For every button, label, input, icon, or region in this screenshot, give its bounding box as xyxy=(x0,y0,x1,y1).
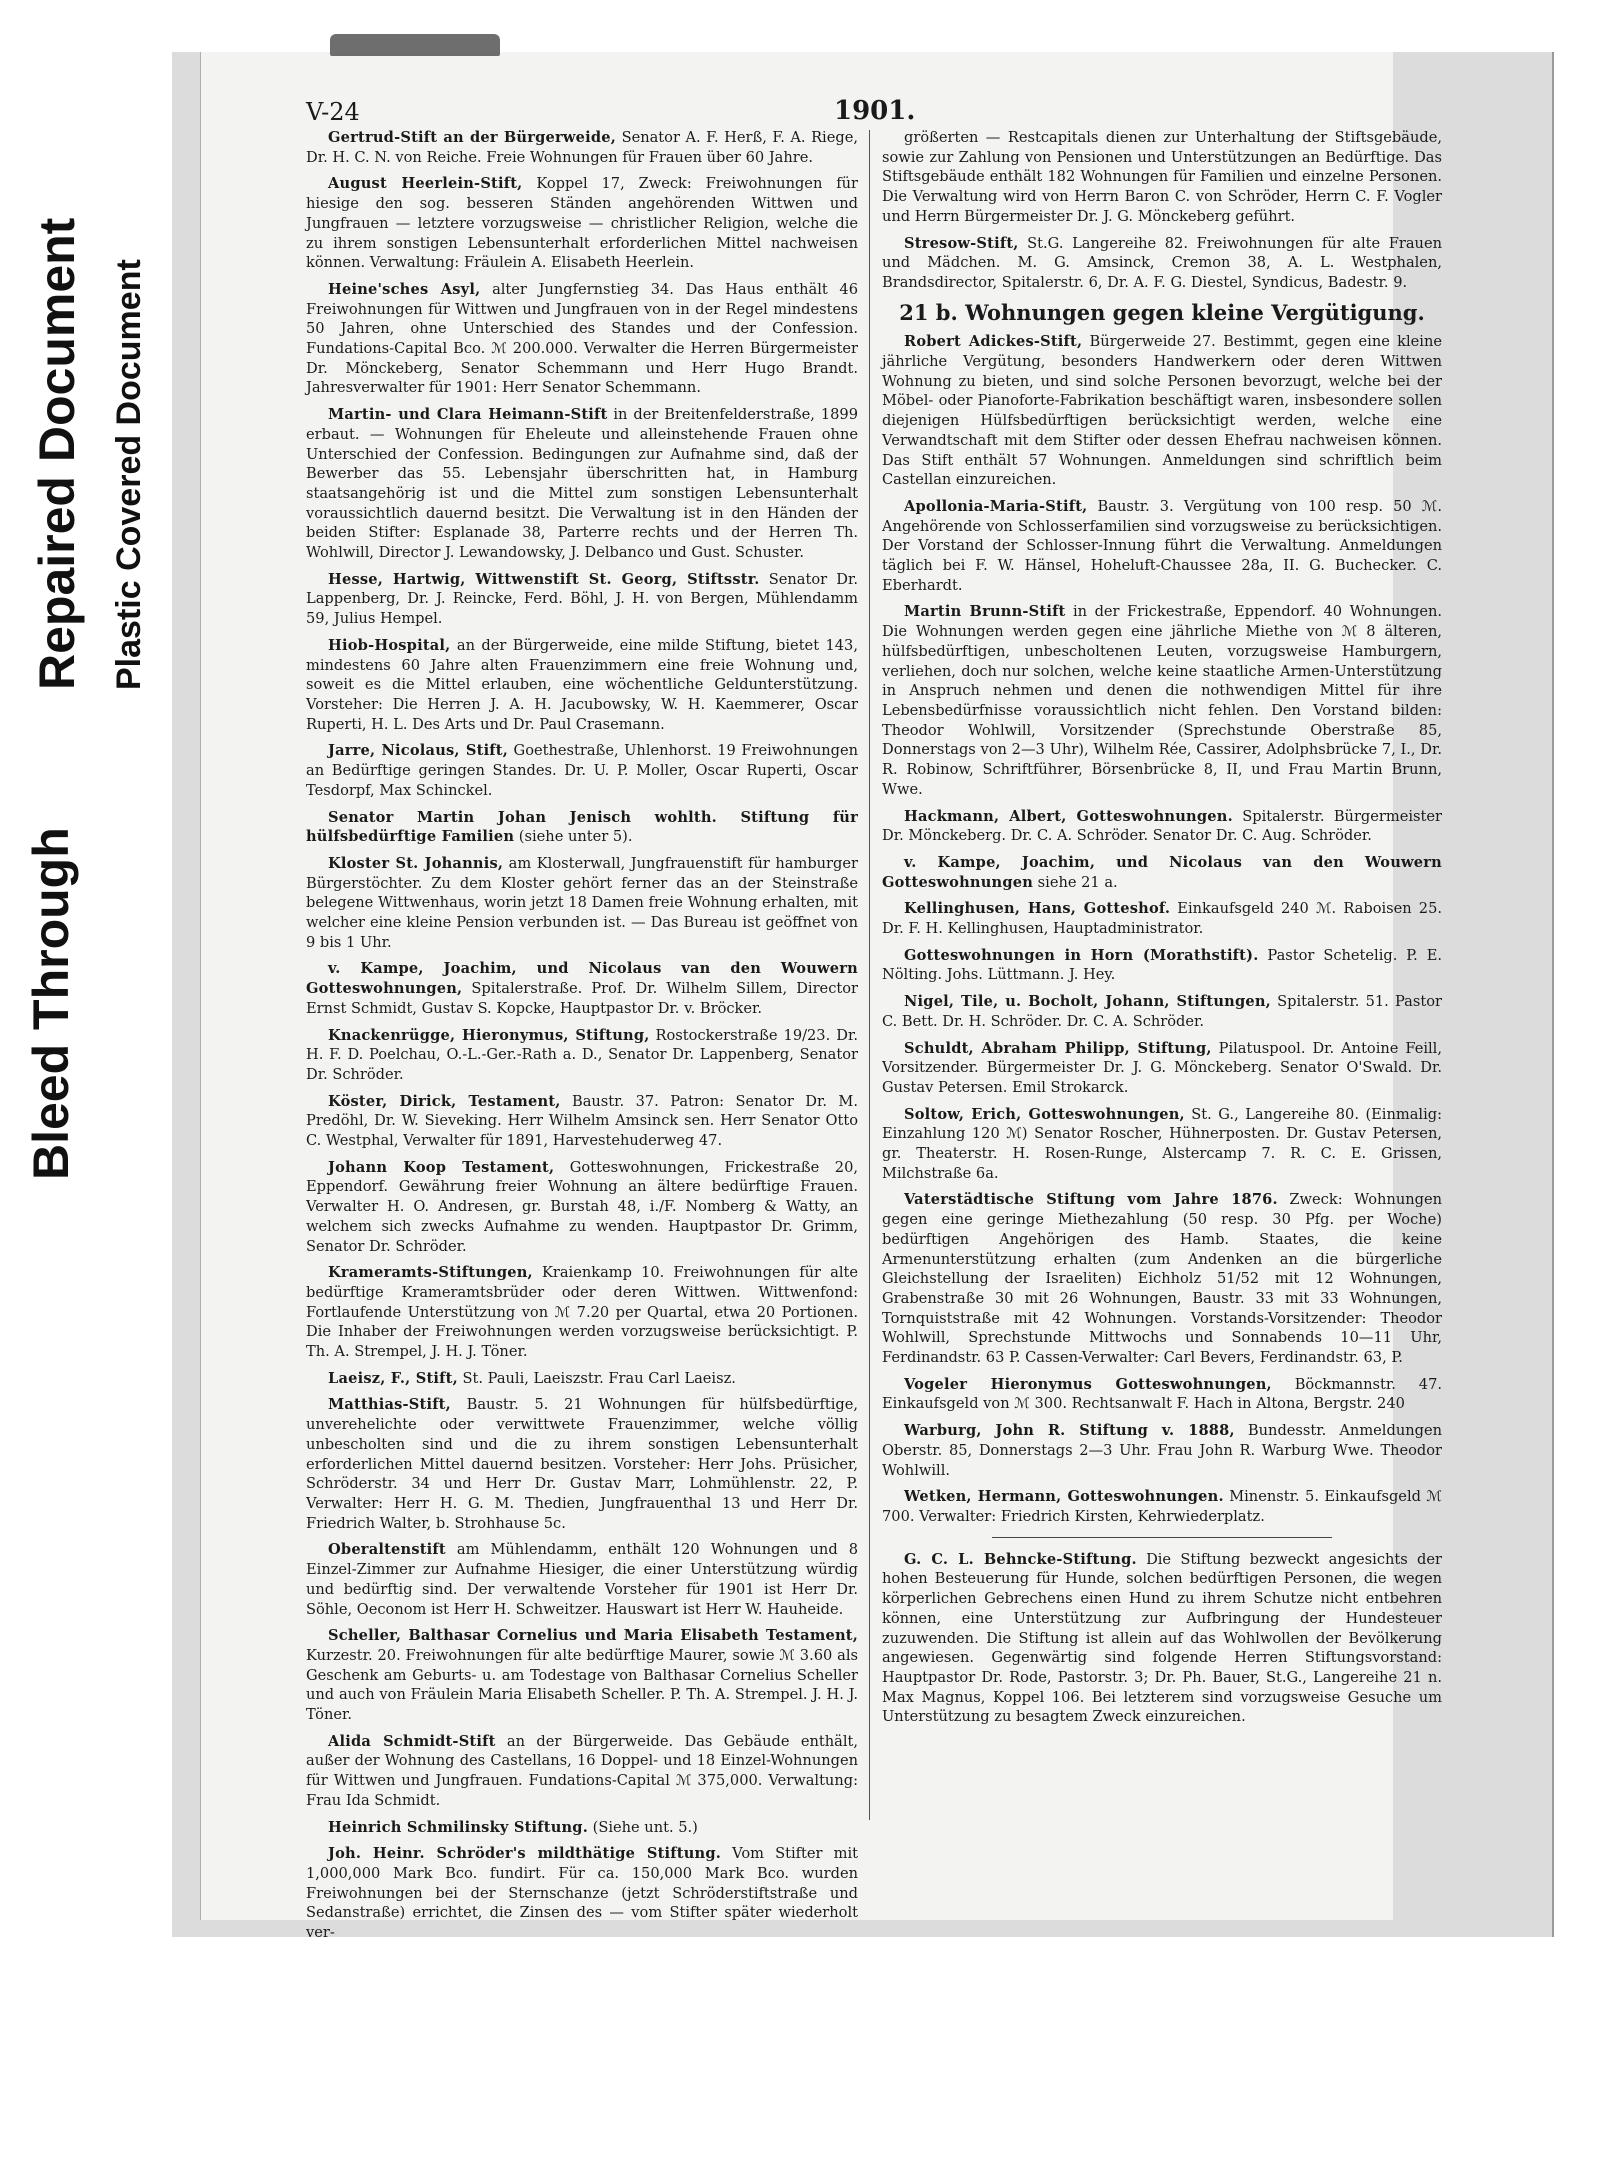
entry-text: (Siehe unt. 5.) xyxy=(588,1818,698,1836)
entry-text: Einkaufsgeld 240 ℳ. Raboisen 25. Dr. F. H. Kellinghusen, Hauptadministrator. xyxy=(882,900,1443,938)
entry-text: Spitalerstr. Bürgermeister Dr. Mönckeberg. Dr. C. A. Schröder. Senator Dr. C. Aug. Schröder. xyxy=(882,807,1442,845)
entry-title: Martin Brunn-Stift xyxy=(904,603,1066,621)
entry-text: am Klosterwall, Jungfrauenstift für hamburger Bürgerstöchter. Zu dem Kloster gehört ferner das an der Steinstraße belegene Wittwenhaus, worin jetzt 18 Damen freie Wohnung erhalten, mit welcher eine kleine Pension verbunden ist. — Das Bureau ist geöffnet von 9 bis 1 Uhr. xyxy=(306,854,858,951)
entry xyxy=(306,1092,858,1151)
entry-title: Matthias-Stift, xyxy=(328,1396,451,1414)
section-rule xyxy=(992,1537,1332,1538)
entry xyxy=(306,570,858,629)
entry-text: Pastor Schetelig. P. E. Nölting. Johs. Lüttmann. J. Hey. xyxy=(882,946,1442,984)
entry-title: Kloster St. Johannis, xyxy=(328,854,504,872)
entry-title: Gertrud-Stift an der Bürgerweide, xyxy=(328,129,617,146)
entry-title: Oberaltenstift xyxy=(328,1541,446,1559)
entry xyxy=(882,1105,1442,1184)
column-divider xyxy=(869,130,870,1820)
entry-title: Gotteswohnungen in Horn (Morathstift). xyxy=(904,946,1259,964)
entry-text: in der Breitenfelderstraße, 1899 erbaut. — Wohnungen für Eheleute und alleinstehende Frauen ohne Unterschied der Confession. Bedingungen zur Aufnahme sind, daß der Bewerber das 55. Lebensjahr überschritten hat, in Hamburg staatsangehörig ist und die Mittel zum sonstigen Lebensunterhalt voraussichtlich dauernd besitzt. Die Verwaltung ist in den Händen der beiden Stifter: Esplanade 38, Parterre rechts und der Herren Th. Wohlwill, Director J. Lewandowsky, J. Delbanco und Gust. Schuster. xyxy=(306,406,858,562)
entry xyxy=(306,1395,858,1533)
entry-text: Rostockerstraße 19/23. Dr. H. F. D. Poelchau, O.-L.-Ger.-Rath a. D., Senator Dr. Lappenberg, Senator Dr. Schröder. xyxy=(306,1026,858,1083)
entry xyxy=(882,1487,1442,1526)
entry xyxy=(306,808,858,847)
entry xyxy=(882,1190,1442,1367)
entry-text: Senator A. F. Herß, F. A. Riege, Dr. H. C. N. von Reiche. Freie Wohnungen für Frauen über 60 Jahre. xyxy=(306,129,858,166)
right-entries-bottom xyxy=(882,1550,1442,1727)
entry-title: Vaterstädtische Stiftung vom Jahre 1876. xyxy=(904,1191,1278,1209)
entry-text: Baustr. 3. Vergütung von 100 resp. 50 ℳ. Angehörende von Schlosserfamilien sind vorzugsweise zu berücksichtigen. Der Vorstand der Schlosser-Innung führt die Verwaltung. Anmeldungen täglich bei F. W. Hänsel, Hoheluft-Chaussee 28a, II. G. Buchecker. C. Eberhardt. xyxy=(882,497,1442,594)
entry xyxy=(306,1263,858,1362)
entry-title: Hiob-Hospital, xyxy=(328,636,451,654)
right-entries-21b xyxy=(882,332,1442,1526)
entry-title: August Heerlein-Stift, xyxy=(328,175,523,193)
entry-text: Koppel 17, Zweck: Freiwohnungen für hiesige den sog. besseren Ständen angehörenden Wittwen und Jungfrauen — letztere vorzugsweise — christlicher Religion, welche die zu ihrem sonstigen Lebensunterhalt erforderlichen Mittel nachweisen können. Verwaltung: Fräulein A. Elisabeth Heerlein. xyxy=(306,175,859,272)
right-column xyxy=(882,128,1442,1798)
entry xyxy=(306,128,858,167)
entry xyxy=(306,1844,858,1943)
entry-title: Jarre, Nicolaus, Stift, xyxy=(328,742,509,760)
entry-title: Schuldt, Abraham Philipp, Stiftung, xyxy=(904,1039,1212,1057)
entry-title: Kellinghusen, Hans, Gotteshof. xyxy=(904,900,1171,918)
left-entries xyxy=(306,128,858,1943)
entry-text: Spitalerstraße. Prof. Dr. Wilhelm Sillem, Director Ernst Schmidt, Gustav S. Kopcke, Hauptpastor Dr. v. Bröcker. xyxy=(306,980,858,1017)
entry-text: Vom Stifter mit 1,000,000 Mark Bco. fundirt. Für ca. 150,000 Mark Bco. wurden Freiwohnungen bei der Sternschanze (jetzt Schröderstiftstraße und Sedanstraße) errichtet, die Zinsen des — vom Stifter später wiederholt ver- xyxy=(306,1845,858,1942)
entry-title: Heinrich Schmilinsky Stiftung. xyxy=(328,1818,588,1836)
entry-title: Martin- und Clara Heimann-Stift xyxy=(328,406,608,424)
entry-text: siehe 21 a. xyxy=(1033,873,1118,891)
entry-text: in der Frickestraße, Eppendorf. 40 Wohnungen. Die Wohnungen werden gegen eine jährliche Miethe von ℳ 8 älteren, hülfsbedürftigen, unbescholtenen Leuten, vorzugsweise Hamburgern, verliehen, doch nur solchen, welche keine staatliche Armen-Unterstützung in Anspruch nehmen und denen die nothwendigen Mittel für ihre Lebensbedürfnisse voraussichtlich nicht fehlen. Den Vorstand bilden: Theodor Wohlwill, Vorsitzender (Sprechstunde Oberstraße 85, Donnerstags von 2—3 Uhr), Wilhelm Rée, Cassirer, Adolphsbrücke 7, I., Dr. R. Robinow, Schriftführer, Börsenbrücke 8, II, und Frau Martin Brunn, Wwe. xyxy=(882,603,1442,798)
entry xyxy=(306,405,858,563)
entry-title: Knackenrügge, Hieronymus, Stiftung, xyxy=(328,1026,650,1044)
bleed-through-label: Bleed Through xyxy=(23,827,79,1180)
entry-text: St. Pauli, Laeiszstr. Frau Carl Laeisz. xyxy=(457,1369,736,1387)
entry-text: Die Stiftung bezweckt angesichts der hohen Besteuerung für Hunde, solchen bedürftigen Personen, die wegen körperlichen Gebrechens einen Hund zu ihrem Schutze nicht entbehren können, eine Unterstützung zur Aufbringung der Hundesteuer zuzuwenden. Die Stiftung ist allein auf das Wohlwollen der Bevölkerung angewiesen. Gegenwärtig sind folgende Herren Stiftungsvorstand: Hauptpastor Dr. Rode, Pastorstr. 3; Dr. Ph. Bauer, St.G., Langereihe 21 n. Max Magnus, Koppel 106. Bei letzterem sind vorzugsweise Gesuche um Unterstützung zu besagtem Zweck einzureichen. xyxy=(882,1550,1442,1726)
plastic-covered-label: Plastic Covered Document xyxy=(110,259,148,690)
entry-title: Robert Adickes-Stift, xyxy=(904,333,1083,351)
entry xyxy=(306,1540,858,1619)
entry-title: Hackmann, Albert, Gotteswohnungen. xyxy=(904,807,1233,825)
page-number: V-24 xyxy=(306,98,360,126)
entry-text: Kraienkamp 10. Freiwohnungen für alte bedürftige Krameramtsbrüder oder deren Wittwen. Wittwenfond: Fortlaufende Unterstützung von ℳ 7.20 per Quartal, etwa 20 Portionen. Die Inhaber der Freiwohnungen werden vorzugsweise berücksichtigt. P. Th. A. Strempel, J. H. J. Töner. xyxy=(306,1264,858,1361)
entry xyxy=(882,234,1442,293)
entry-text: Goethestraße, Uhlenhorst. 19 Freiwohnungen an Bedürftige geringen Standes. Dr. U. P. Moller, Oscar Ruperti, Oscar Tesdorpf, Max Schinckel. xyxy=(306,742,859,799)
page-year: 1901. xyxy=(834,96,916,126)
entry-title: Senator Martin Johan Jenisch wohlth. Stiftung für hülfsbedürftige Familien xyxy=(306,808,858,846)
entry-title: Hesse, Hartwig, Wittwenstift St. Georg, Stiftsstr. xyxy=(328,570,760,588)
entry-title: Alida Schmidt-Stift xyxy=(328,1732,496,1750)
entry-title: Krameramts-Stiftungen, xyxy=(328,1264,533,1282)
entry xyxy=(882,1421,1442,1480)
entry-text: Spitalerstr. 51. Pastor C. Bett. Dr. H. Schröder. Dr. C. A. Schröder. xyxy=(882,993,1442,1030)
top-ink-smudge xyxy=(330,34,500,56)
entry xyxy=(306,741,858,800)
entry-title: Köster, Dirick, Testament, xyxy=(328,1092,561,1110)
entry-title: Nigel, Tile, u. Bocholt, Johann, Stiftungen, xyxy=(904,993,1271,1011)
entry-text: Bürgerweide 27. Bestimmt, gegen eine kleine jährliche Vergütung, besonders Handwerkern oder deren Wittwen Wohnung zu bieten, und sind solche Personen bevorzugt, welche bei der Möbel- oder Pianoforte-Fabrikation beschäftigt waren, insbesondere sollen diejenigen Hülfsbedürftigen berücksichtigt werden, welche eine Verwandtschaft mit dem Stifter oder dessen Ehefrau nachweisen können. Das Stift enthält 57 Wohnungen. Anmeldungen sind schriftlich beim Castellan einzureichen. xyxy=(882,333,1442,489)
entry-text: Bundesstr. Anmeldungen Oberstr. 85, Donnerstags 2—3 Uhr. Frau John R. Warburg Wwe. Theodor Wohlwill. xyxy=(882,1422,1442,1479)
entry-text: Pilatuspool. Dr. Antoine Feill, Vorsitzender. Bürgermeister Dr. J. G. Mönckeberg. Senator O'Swald. Dr. Gustav Petersen. Emil Strokarck. xyxy=(882,1039,1442,1096)
entry-text: Minenstr. 5. Einkaufsgeld ℳ 700. Verwalter: Friedrich Kirsten, Kehrwiederplatz. xyxy=(882,1488,1442,1525)
entry xyxy=(882,1375,1442,1414)
entry xyxy=(306,854,858,953)
entry-text: Zweck: Wohnungen gegen eine geringe Miethezahlung (50 resp. 30 Pfg. per Woche) bedürftigen Angehörigen des Hamb. Staates, die keine Armenunterstützung erhalten (zum Andenken an die bürgerliche Gleichstellung der Israeliten) Eichholz 51/52 mit 12 Wohnungen, Grabenstraße 30 mit 26 Wohnungen, Baustr. 33 mit 33 Wohnungen, Tornquiststraße mit 42 Wohnungen. Vorstands-Vorsitzender: Theodor Wohlwill, Sprechstunde Mittwochs und Sonnabends 10—11 Uhr, Ferdinandstr. 63 P. Cassen-Verwalter: Carl Bevers, Ferdinandstr. 63, P. xyxy=(882,1191,1442,1367)
entry xyxy=(882,946,1442,985)
entry-text: am Mühlendamm, enthält 120 Wohnungen und 8 Einzel-Zimmer zur Aufnahme Hiesiger, die einer Unterstützung würdig und bedürftig sind. Der verwaltende Vorsteher für 1901 ist Herr Dr. Söhle, Oeconom ist Herr H. Schweitzer. Hauswart ist Herr W. Hauheide. xyxy=(306,1541,858,1618)
entry-text: Böckmannstr. 47. Einkaufsgeld von ℳ 300. Rechtsanwalt F. Hach in Altona, Bergstr. 240 xyxy=(882,1375,1442,1413)
entry xyxy=(882,807,1442,846)
entry-text: (siehe unter 5). xyxy=(514,828,633,846)
right-entries-top xyxy=(882,128,1442,293)
entry xyxy=(882,602,1442,799)
section-heading-21b: 21 b. Wohnungen gegen kleine Vergütigung. xyxy=(899,299,1425,325)
entry xyxy=(306,280,858,398)
entry xyxy=(306,959,858,1018)
entry-title: Joh. Heinr. Schröder's mildthätige Stiftung. xyxy=(328,1845,722,1863)
repaired-document-label: Repaired Document xyxy=(29,217,85,690)
entry xyxy=(882,899,1442,938)
entry xyxy=(306,1626,858,1725)
entry xyxy=(306,1818,858,1838)
entry xyxy=(306,174,858,273)
entry-title: Warburg, John R. Stiftung v. 1888, xyxy=(904,1422,1235,1440)
entry-text: alter Jungfernstieg 34. Das Haus enthält 46 Freiwohnungen für Wittwen und Jungfrauen von in der Regel mindestens 50 Jahren, ohne Unterschied des Standes und der Confession. Fundations-Capital Bco. ℳ 200.000. Verwalter die Herren Bürgermeister Dr. Mönckeberg, Senator Schemmann und Herr Hugo Brandt. Jahresverwalter für 1901: Herr Senator Schemmann. xyxy=(306,280,858,397)
entry-text: Gotteswohnungen, Frickestraße 20, Eppendorf. Gewährung freier Wohnung an ältere bedürftige Frauen. Verwalter H. O. Andresen, gr. Burstah 48, i./F. Nomberg & Watty, an welchem sich zwecks Aufnahme zu wenden. Hauptpastor Dr. Grimm, Senator Dr. Schröder. xyxy=(306,1158,858,1255)
entry xyxy=(882,332,1442,490)
entry-title: Laeisz, F., Stift, xyxy=(328,1369,458,1387)
entry-title: Heine'sches Asyl, xyxy=(328,280,481,298)
entry-text: größerten — Restcapitals dienen zur Unterhaltung der Stiftsgebäude, sowie zur Zahlung von Pensionen und Unterstützungen an Bedürftige. Das Stiftsgebäude enthält 182 Wohnungen für Familien und einzelne Personen. Die Verwaltung wird von Herrn Baron C. von Schröder, Herrn C. F. Vogler und Herrn Bürgermeister Dr. J. G. Mönckeberg geführt. xyxy=(882,129,1442,225)
entry xyxy=(882,497,1442,596)
entry-title: Wetken, Hermann, Gotteswohnungen. xyxy=(904,1488,1224,1506)
entry-title: Johann Koop Testament, xyxy=(328,1158,555,1176)
entry xyxy=(306,1158,858,1257)
left-column xyxy=(306,128,859,1942)
entry-text: Baustr. 5. 21 Wohnungen für hülfsbedürftige, unverehelichte oder verwittwete Frauenzimmer, welche völlig unbescholten sind und die zu ihrem sonstigen Lebensunterhalt erforderlichen Mittel dauernd besitzen. Vorsteher: Herr Johs. Prüsicher, Schröderstr. 34 und Herr Dr. Gustav Marr, Lohmühlenstr. 22, P. Verwalter: Herr H. G. M. Thedien, Jungfrauenthal 13 und Herr Dr. Friedrich Walter, b. Strohhause 5c. xyxy=(306,1396,858,1532)
entry-text: St. G., Langereihe 80. (Einmalig: Einzahlung 120 ℳ) Senator Roscher, Hühnerposten. Dr. Gustav Petersen, gr. Theaterstr. H. Rosen-Runge, Alstercamp 7. R. C. E. Grissen, Milchstraße 6a. xyxy=(882,1105,1442,1182)
entry-text: an der Bürgerweide. Das Gebäude enthält, außer der Wohnung des Castellans, 16 Doppel- und 18 Einzel-Wohnungen für Wittwen und Jungfrauen. Fundations-Capital ℳ 375,000. Verwaltung: Frau Ida Schmidt. xyxy=(306,1732,858,1809)
entry-title: v. Kampe, Joachim, und Nicolaus van den Wouwern Gotteswohnungen xyxy=(882,853,1442,891)
entry-title: Scheller, Balthasar Cornelius und Maria Elisabeth Testament, xyxy=(328,1627,858,1645)
entry xyxy=(882,1039,1442,1098)
entry xyxy=(882,1550,1442,1727)
entry-title: Soltow, Erich, Gotteswohnungen, xyxy=(904,1105,1185,1123)
entry-title: v. Kampe, Joachim, und Nicolaus van den Wouwern Gotteswohnungen, xyxy=(306,960,858,998)
entry xyxy=(882,128,1442,227)
entry xyxy=(882,992,1442,1031)
entry-text: Baustr. 37. Patron: Senator Dr. M. Predöhl, Dr. W. Sieveking. Herr Wilhelm Amsinck sen. Herr Senator Otto C. Westphal, Verwalter für 1891, Harvestehuderweg 47. xyxy=(306,1092,858,1150)
entry xyxy=(306,1732,858,1811)
entry xyxy=(882,853,1442,892)
entry xyxy=(306,1369,858,1389)
entry-text: Senator Dr. Lappenberg, Dr. J. Reincke, Ferd. Böhl, J. H. von Bergen, Mühlendamm 59, Julius Hempel. xyxy=(306,570,858,628)
entry-text: Kurzestr. 20. Freiwohnungen für alte bedürftige Maurer, sowie ℳ 3.60 als Geschenk am Geburts- u. am Todestage von Balthasar Cornelius Scheller und auch von Fräulein Maria Elisabeth Scheller. P. Th. A. Strempel. J. H. J. Töner. xyxy=(306,1646,858,1724)
entry-title: G. C. L. Behncke-Stiftung. xyxy=(904,1550,1137,1568)
entry-title: Vogeler Hieronymus Gotteswohnungen, xyxy=(904,1375,1272,1393)
entry xyxy=(306,636,858,735)
entry-text: an der Bürgerweide, eine milde Stiftung, bietet 143, mindestens 60 Jahre alten Frauenzimmern eine freie Wohnung und, soweit es die Mittel erlauben, eine wöchentliche Geldunterstützung. Vorsteher: Die Herren J. A. H. Jacubowsky, W. H. Kaemmerer, Oscar Ruperti, H. L. Des Arts und Dr. Paul Crasemann. xyxy=(306,636,858,733)
entry xyxy=(306,1026,858,1085)
entry-title: Stresow-Stift, xyxy=(904,234,1019,252)
entry-title: Apollonia-Maria-Stift, xyxy=(904,497,1088,515)
entry-text: St.G. Langereihe 82. Freiwohnungen für alte Frauen und Mädchen. M. G. Amsinck, Cremon 38, A. L. Westphalen, Brandsdirector, Spitalerstr. 6, Dr. A. F. G. Diestel, Syndicus, Badestr. 9. xyxy=(882,234,1442,291)
